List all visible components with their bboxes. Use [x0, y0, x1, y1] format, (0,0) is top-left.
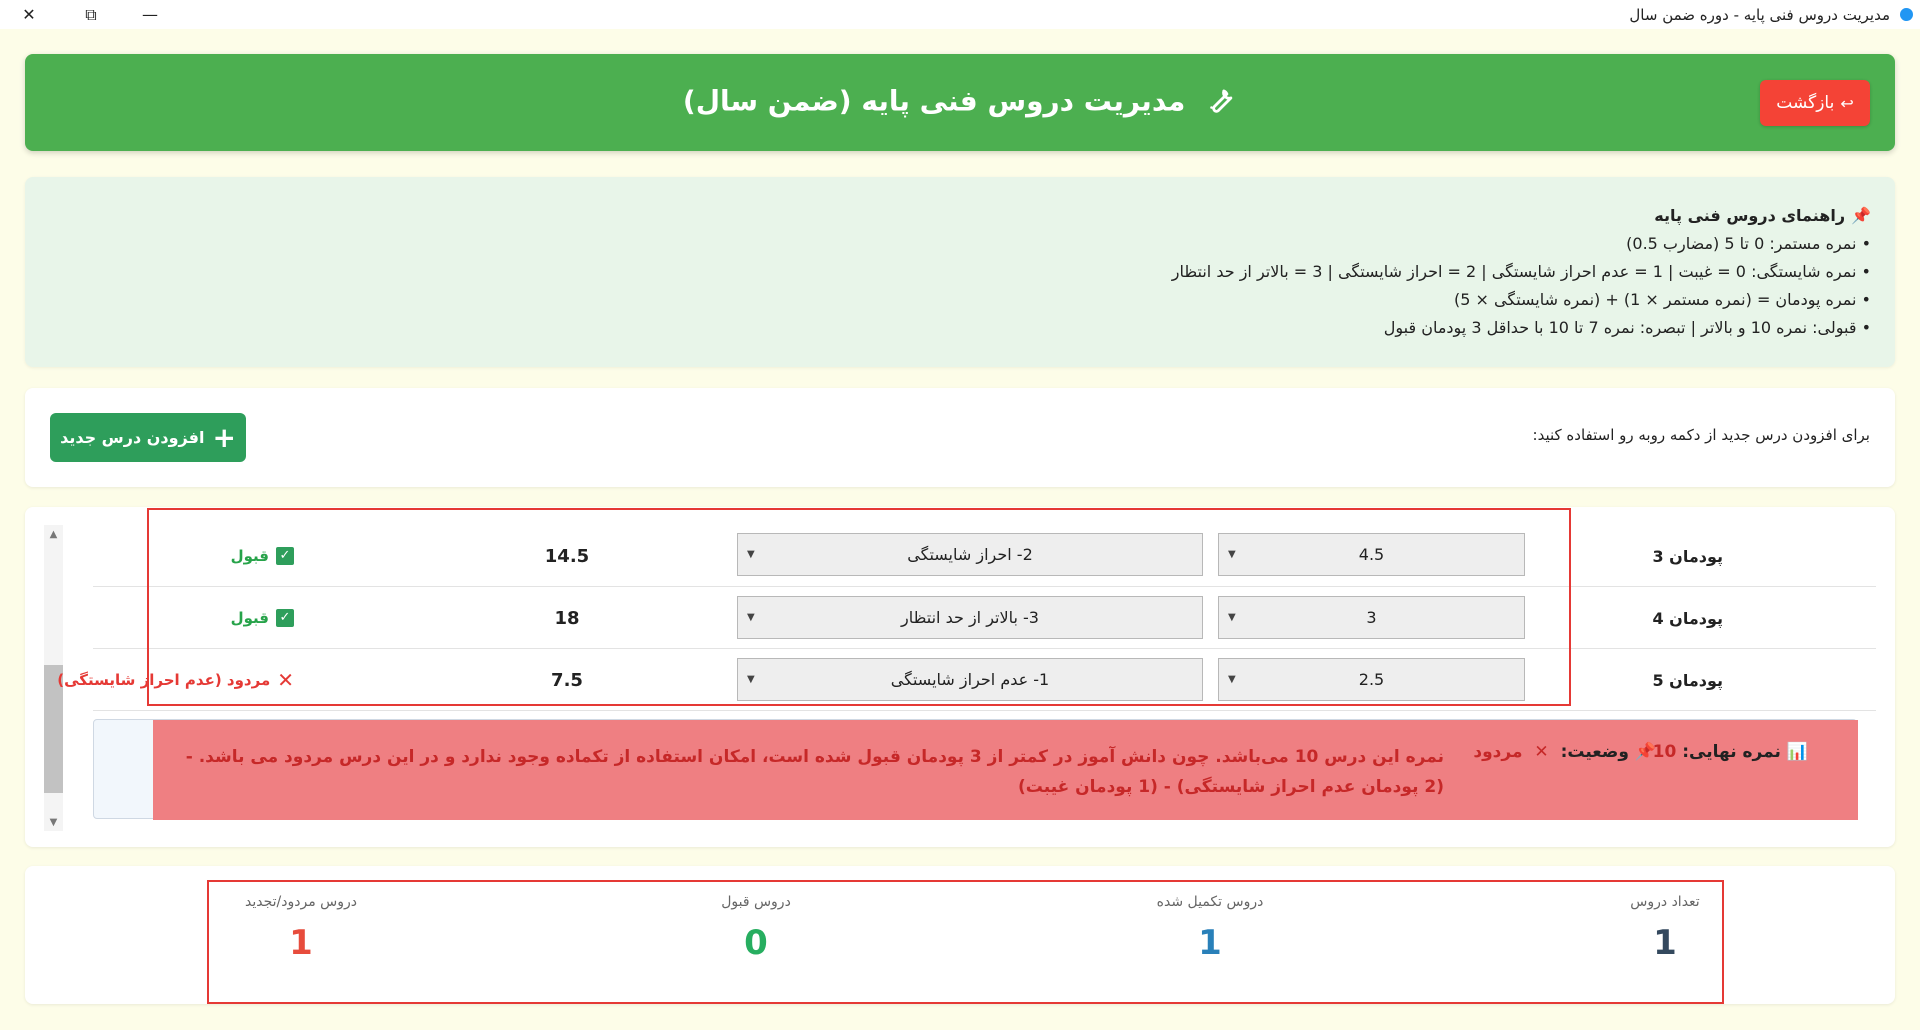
stat-value: 1	[289, 923, 313, 963]
chevron-down-icon: ▼	[1228, 612, 1236, 623]
stat-total-courses	[1525, 866, 1805, 1004]
final-score	[1653, 742, 1808, 762]
continuous-score-select[interactable]	[1218, 596, 1525, 639]
competency-value: 3- بالاتر از حد انتظار	[901, 608, 1039, 627]
chevron-down-icon: ▼	[1228, 549, 1236, 560]
module-name: پودمان 5	[1652, 670, 1723, 690]
final-result-box	[93, 719, 1857, 819]
continuous-score-select[interactable]	[1218, 658, 1525, 701]
module-total-score: 14.5	[544, 545, 590, 567]
stat-value: 1	[1653, 923, 1677, 963]
back-button-label: بازگشت	[1776, 93, 1835, 113]
page-title-text: مدیریت دروس فنی پایه (ضمن سال)	[682, 84, 1186, 118]
stat-label: دروس مردود/تجدید	[245, 894, 357, 910]
app-icon	[1900, 8, 1913, 21]
add-course-card	[25, 388, 1895, 487]
window-titlebar	[0, 0, 1920, 29]
final-status-value: مردود	[1473, 742, 1523, 762]
stat-passed-courses	[616, 866, 896, 1004]
continuous-score-value: 3	[1366, 608, 1377, 627]
stat-value: 1	[1198, 923, 1222, 963]
module-status-text: مردود (عدم احراز شایستگی)	[57, 671, 271, 689]
guide-line: • نمره شایستگی: 0 = غیبت | 1 = عدم احراز شایستگی | 2 = احراز شایستگی | 3 = بالاتر از حد انتظار	[1171, 262, 1871, 281]
guide-line: • قبولی: نمره 10 و بالاتر | تبصره: نمره 7 تا 10 با حداقل 3 پودمان قبول	[1383, 318, 1871, 337]
guide-panel	[25, 177, 1895, 367]
continuous-score-value: 2.5	[1358, 670, 1385, 689]
page-title	[25, 82, 1895, 123]
continuous-score-value: 4.5	[1358, 545, 1385, 564]
modules-card	[25, 507, 1895, 847]
cross-icon: ✕	[1534, 742, 1549, 762]
page-header	[25, 54, 1895, 151]
check-icon: ✓	[276, 547, 294, 565]
window-close-button[interactable]: ✕	[22, 5, 36, 24]
add-course-button[interactable]	[50, 413, 246, 462]
continuous-score-select[interactable]	[1218, 533, 1525, 576]
chevron-down-icon: ▼	[747, 612, 755, 623]
guide-line: • نمره مستمر: 0 تا 5 (مضارب 0.5)	[1626, 234, 1871, 253]
chevron-down-icon: ▼	[747, 674, 755, 685]
competency-value: 2- احراز شایستگی	[907, 545, 1033, 564]
final-status	[1473, 742, 1656, 762]
competency-select[interactable]	[737, 596, 1203, 639]
final-status-label: وضعیت:	[1560, 742, 1629, 762]
module-status	[231, 587, 294, 649]
check-icon: ✓	[276, 609, 294, 627]
module-status	[231, 525, 294, 587]
wrench-icon	[1203, 82, 1237, 123]
chevron-down-icon: ▼	[747, 549, 755, 560]
module-status-text: قبول	[230, 609, 269, 627]
module-name: پودمان 3	[1652, 546, 1723, 566]
stat-label: تعداد دروس	[1630, 894, 1700, 910]
window-restore-button[interactable]: ⧉	[85, 4, 97, 24]
module-total-score: 7.5	[551, 669, 583, 691]
back-button[interactable]	[1760, 80, 1870, 126]
pushpin-icon: 📌	[1851, 206, 1871, 225]
add-course-hint: برای افزودن درس جدید از دکمه روبه رو استفاده کنید:	[1532, 426, 1870, 444]
stat-label: دروس تکمیل شده	[1156, 894, 1264, 910]
final-result-message: نمره این درس 10 می‌باشد. چون دانش آموز در کمتر از 3 پودمان قبول شده است، امکان استفاده از تکماده وجود ندارد و در این درس مردود می باشد. - (2 پودمان عدم احراز شایستگی) - (1 پودمان غیبت)	[185, 747, 1444, 797]
final-score-label: نمره نهایی:	[1682, 742, 1781, 762]
window-title: مدیریت دروس فنی پایه - دوره ضمن سال	[1629, 6, 1890, 24]
guide-title-text: راهنمای دروس فنی پایه	[1654, 206, 1846, 225]
competency-value: 1- عدم احراز شایستگی	[890, 670, 1050, 689]
competency-select[interactable]	[737, 533, 1203, 576]
cross-icon: ✕	[277, 668, 294, 692]
window-minimize-button[interactable]: —	[142, 5, 158, 24]
plus-icon: +	[212, 420, 236, 454]
module-row	[93, 525, 1876, 587]
scroll-up-icon[interactable]: ▲	[49, 528, 58, 540]
module-total-score: 18	[554, 607, 580, 629]
stat-completed-courses	[1070, 866, 1350, 1004]
module-row	[57, 649, 1876, 711]
stat-failed-courses	[161, 866, 441, 1004]
competency-select[interactable]	[737, 658, 1203, 701]
return-arrow-icon: ↩	[1840, 93, 1854, 113]
chevron-down-icon: ▼	[1228, 674, 1236, 685]
add-course-button-label: افزودن درس جدید	[60, 428, 205, 447]
stat-label: دروس قبول	[721, 894, 791, 910]
guide-line: • نمره پودمان = (نمره مستمر × 1) + (نمره شایستگی × 5)	[1454, 290, 1871, 309]
module-name: پودمان 4	[1652, 608, 1723, 628]
module-row	[93, 587, 1876, 649]
scroll-down-icon[interactable]: ▼	[49, 816, 58, 828]
module-status-text: قبول	[230, 547, 269, 565]
pushpin-icon: 📌	[1634, 742, 1656, 762]
stat-value: 0	[744, 923, 768, 963]
stats-card	[25, 866, 1895, 1004]
module-status	[57, 649, 294, 711]
final-score-value: 10	[1652, 742, 1677, 762]
final-result-alert	[153, 720, 1858, 820]
bar-chart-icon: 📊	[1786, 742, 1808, 762]
guide-title	[49, 202, 1871, 230]
